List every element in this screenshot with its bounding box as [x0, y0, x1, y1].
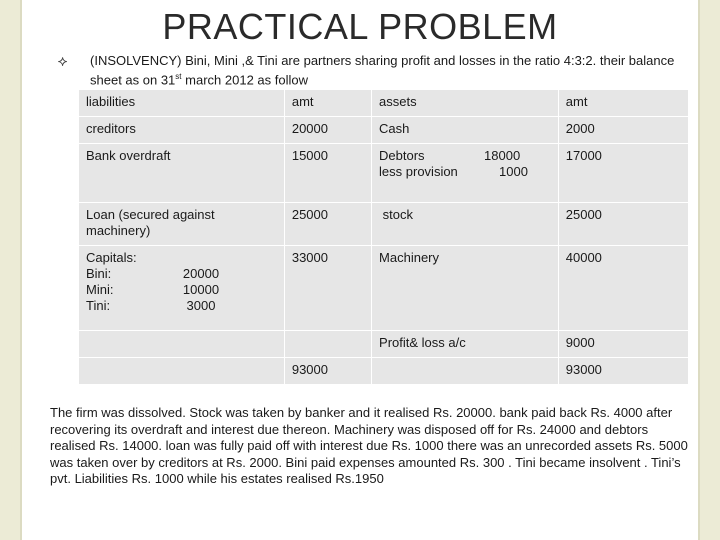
debtors-amt: 18000 — [484, 148, 521, 163]
assets-total: 93000 — [558, 358, 688, 385]
profit-loss-label: Profit& loss a/c — [372, 331, 559, 358]
partner-capital: 20000 — [182, 266, 220, 281]
cash-label: Cash — [372, 117, 559, 144]
table-total-row — [79, 358, 689, 385]
table-header-row — [79, 90, 689, 117]
empty-cell — [372, 358, 559, 385]
capitals-label: Capitals: — [86, 250, 137, 265]
partner-name: Bini: — [86, 266, 112, 281]
loan-label: Loan (secured against machinery) — [79, 203, 285, 246]
machinery-amt: 40000 — [558, 246, 688, 331]
capitals-cell — [79, 246, 285, 331]
creditors-amt: 20000 — [284, 117, 371, 144]
slide-title: PRACTICAL PROBLEM — [162, 6, 558, 47]
profit-loss-amt: 9000 — [558, 331, 688, 358]
table-row — [79, 117, 689, 144]
intro-superscript: st — [175, 72, 182, 81]
stock-label: stock — [372, 203, 559, 246]
empty-cell — [79, 358, 285, 385]
provision-label: less provision — [379, 164, 458, 179]
bank-overdraft-label: Bank overdraft — [79, 144, 285, 203]
slide-right-border-line — [698, 0, 700, 540]
provision-amt: 1000 — [499, 164, 528, 179]
debtors-label: Debtors — [379, 148, 425, 163]
table-row — [79, 203, 689, 246]
header-liabilities: liabilities — [79, 90, 285, 117]
loan-amt: 25000 — [284, 203, 371, 246]
table-row — [79, 144, 689, 203]
partner-capital: 3000 — [186, 298, 216, 313]
bullet-icon: ⯎ — [58, 54, 68, 69]
problem-intro — [90, 53, 690, 88]
intro-text-end: march 2012 as follow — [181, 72, 308, 88]
problem-description: The firm was dissolved. Stock was taken by banker and it realised Rs. 20000. bank paid back Rs. 4000 after recovering its overdraft and interest due thereon. Machinery was disposed off for Rs. 24000 and debtors realised Rs. 14000. loan was fully paid off with interest due Rs. 1000 there was an unrecorded assets Rs. 5000 was taken over by creditors at Rs. 2000. Bini paid expenses amounted Rs. 300 . Tini became insolvent . Tini’s pvt. Liabilities Rs. 1000 while his estates realised Rs.1950 — [50, 405, 688, 486]
creditors-label: creditors — [79, 117, 285, 144]
table-row — [79, 246, 689, 331]
header-amt-assets: amt — [558, 90, 688, 117]
debtors-cell — [372, 144, 559, 203]
partner-name: Mini: — [86, 282, 114, 297]
partner-capital: 10000 — [182, 282, 220, 297]
intro-text: (INSOLVENCY) Bini, Mini ,& Tini are partners sharing profit and losses in the ratio 4:3:2. their balance sheet as on 31 — [90, 53, 675, 88]
liabilities-total: 93000 — [284, 358, 371, 385]
header-amt-liab: amt — [284, 90, 371, 117]
slide-left-border-line — [20, 0, 22, 540]
debtors-net-amt: 17000 — [558, 144, 688, 203]
cash-amt: 2000 — [558, 117, 688, 144]
slide-left-border — [0, 0, 20, 540]
machinery-label: Machinery — [372, 246, 559, 331]
bank-overdraft-amt: 15000 — [284, 144, 371, 203]
stock-amt: 25000 — [558, 203, 688, 246]
slide-right-border — [700, 0, 720, 540]
capitals-amt: 33000 — [284, 246, 371, 331]
balance-sheet-table — [78, 89, 689, 385]
empty-cell — [79, 331, 285, 358]
header-assets: assets — [372, 90, 559, 117]
empty-cell — [284, 331, 371, 358]
table-row — [79, 331, 689, 358]
partner-name: Tini: — [86, 298, 111, 313]
